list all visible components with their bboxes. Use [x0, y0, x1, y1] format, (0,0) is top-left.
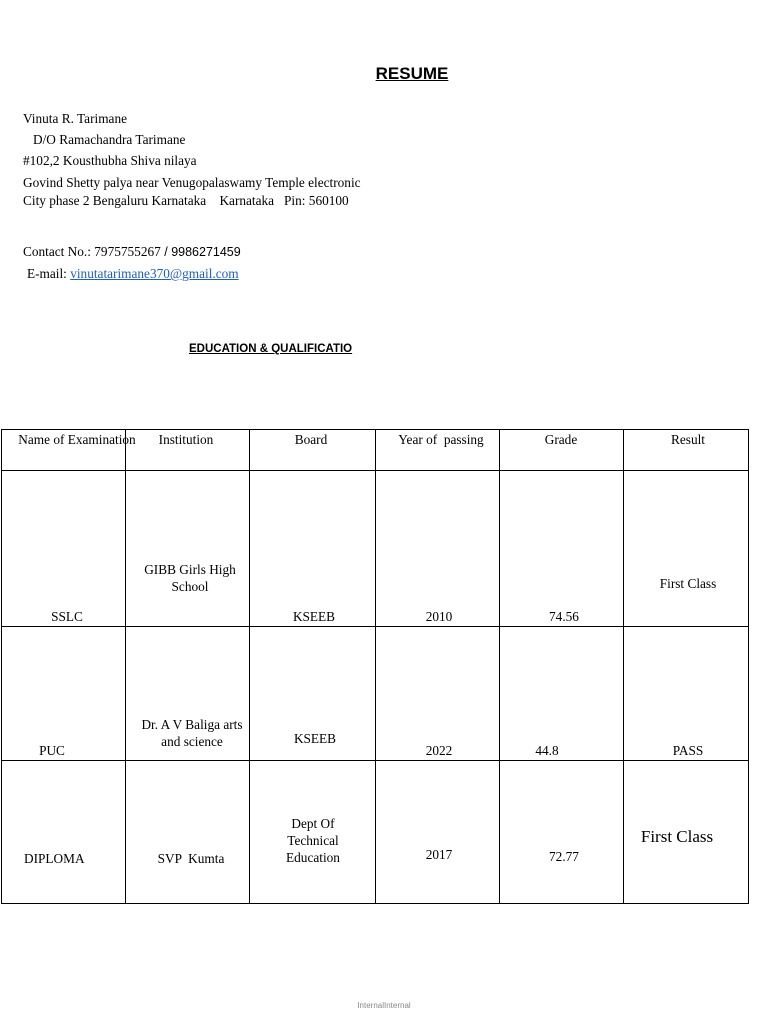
table-cell	[126, 761, 250, 904]
header-board: Board	[294, 432, 328, 447]
table-cell	[126, 471, 250, 627]
header-institution: Institution	[158, 432, 214, 447]
table-cell	[250, 627, 376, 761]
table-cell	[376, 471, 500, 627]
header-cell	[2, 430, 136, 471]
row-exam: SSLC	[51, 609, 83, 624]
email-label: E-mail:	[27, 266, 71, 281]
row-grade: 72.77	[549, 849, 579, 864]
table-cell	[376, 761, 500, 904]
header-cell	[624, 430, 749, 471]
header-result: Result	[671, 432, 705, 447]
table-cell	[250, 471, 376, 627]
header-cell	[126, 430, 250, 471]
section-title: EDUCATION & QUALIFICATIO	[189, 343, 353, 355]
row-grade: 44.8	[535, 743, 559, 758]
header-grade: Grade	[544, 432, 578, 447]
table-row	[2, 627, 749, 761]
table-cell	[2, 471, 126, 627]
header-cell	[500, 430, 624, 471]
table-cell	[376, 627, 500, 761]
address-line-2: Govind Shetty palya near Venugopalaswamy Temple electronic	[23, 175, 361, 190]
header-year: Year of passing	[398, 432, 484, 447]
phone-primary: 7975755267	[94, 244, 161, 259]
row-grade: 74.56	[549, 609, 579, 624]
contact-line	[23, 244, 241, 260]
header-cell	[250, 430, 376, 471]
row-year: 2010	[425, 609, 453, 624]
table-cell	[624, 761, 749, 904]
row-result: PASS	[672, 743, 704, 758]
table-cell	[500, 761, 624, 904]
phone-separator: /	[160, 245, 172, 259]
email-line	[27, 266, 239, 282]
row-result: First Class	[659, 576, 717, 591]
phone-secondary: 9986271459	[171, 245, 241, 259]
header-cell	[376, 430, 500, 471]
row-institution: GIBB Girls High School	[144, 562, 236, 594]
parent-name: D/O Ramachandra Tarimane	[33, 132, 186, 147]
row-year: 2022	[425, 743, 453, 758]
table-cell	[624, 627, 749, 761]
row-year: 2017	[425, 847, 453, 862]
row-board: Dept Of Technical Education	[286, 816, 340, 865]
table-cell	[2, 627, 126, 761]
address-line-3: City phase 2 Bengaluru Karnataka Karnataka Pin: 560100	[23, 193, 349, 208]
header-exam: Name of Examination	[18, 432, 136, 447]
row-institution: Dr. A V Baliga arts and science	[141, 717, 243, 749]
candidate-name: Vinuta R. Tarimane	[23, 111, 128, 126]
education-table	[1, 429, 749, 904]
table-header-row	[2, 430, 749, 471]
table-cell	[250, 761, 376, 904]
table-cell	[500, 627, 624, 761]
row-institution: SVP Kumta	[157, 851, 225, 866]
table-row	[2, 761, 749, 904]
row-board: KSEEB	[293, 731, 337, 746]
footer-label: InternalInternal	[357, 1001, 411, 1010]
row-exam: DIPLOMA	[24, 851, 85, 866]
address-line-1: #102,2 Kousthubha Shiva nilaya	[23, 153, 197, 168]
table-cell	[126, 627, 250, 761]
resume-title: RESUME	[375, 64, 449, 83]
contact-label: Contact No.:	[23, 244, 95, 259]
table-row	[2, 471, 749, 627]
table-cell	[500, 471, 624, 627]
table-cell	[624, 471, 749, 627]
email-link[interactable]: vinutatarimane370@gmail.com	[70, 266, 239, 281]
table-cell	[2, 761, 126, 904]
row-result: First Class	[640, 827, 714, 846]
row-board: KSEEB	[292, 609, 336, 624]
row-exam: PUC	[39, 743, 65, 758]
